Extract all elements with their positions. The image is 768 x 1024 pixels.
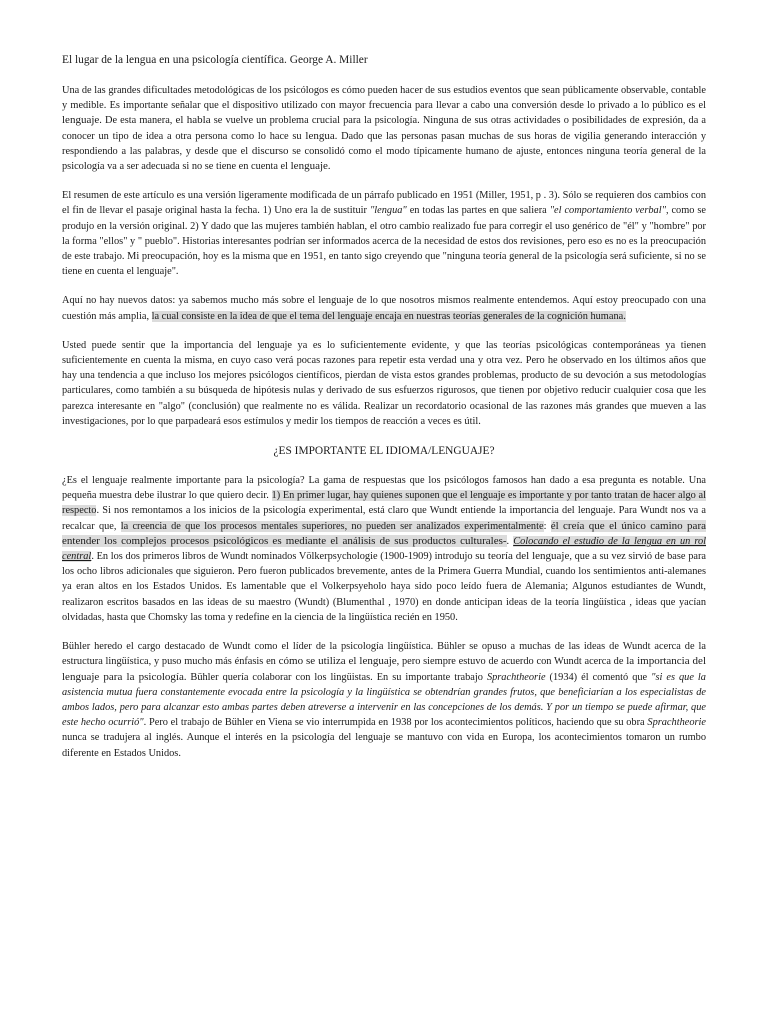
highlighted-text: él creía que el único camino para entender los complejos procesos psicológicos es mediante el análisis de sus productos culturales- <box>62 519 706 547</box>
italic-title: Sprachtheorie <box>647 717 706 729</box>
text: . <box>506 535 514 547</box>
key-term: su teoría del lenguaje <box>475 550 570 563</box>
text: , como se produjo en la versión original. 2) Y dado que las mujeres también hablan, el otro cambio realizado fue para corregir el uso genérico de "él" y "hombre" por la forma "ellos" y " pueblo". Historias interesantes podrían ser informados acerca de la necesidad de estos dos revisiones, pero eso es no es la preocupación de este trabajo. Mi preocupación, hoy es la misma que en 1951, en tanto sigo creyendo que "ninguna teoría general de la psicología será suficiente, si no se tiene en cuenta el lenguaje". <box>62 205 706 278</box>
text: en todas las partes en que saliera <box>406 205 550 217</box>
highlighted-italic-text: Colocando el estudio de la lengua en un rol central <box>62 535 707 563</box>
text: . Pero el trabajo de Bühler en Viena se vio interrumpida en 1938 por los acontecimientos políticos, haciendo que su obra <box>143 717 648 729</box>
key-term: lenguaje <box>62 114 100 127</box>
text: . En los dos primeros libros de Wundt nominados Völkerpsychologie (1900-1909) introdujo <box>91 551 476 563</box>
key-term: cómo se utiliza el lenguaje <box>278 655 397 668</box>
key-term: el habla <box>175 114 211 127</box>
text: nunca se tradujera al inglés. Aunque el interés en la psicología del lenguaje se mantuvo con vida en Europa, los acontecimientos tomaron un rumbo diferente en Estados Unidos. <box>62 732 706 759</box>
italic-quote: "lengua" <box>369 205 407 217</box>
text: , pero siempre estuvo de acuerdo con Wundt acerca de <box>396 656 627 668</box>
key-term: discurso <box>251 144 289 157</box>
text: Bühler heredo el cargo destacado de Wundt como el líder de la psicología lingüística. Bühler se opuso a muchas de las ideas de Wundt acerca de la estructura lingüística, y puso mucho más énfasis en <box>62 641 706 668</box>
italic-title: Sprachtheorie <box>486 671 546 683</box>
highlighted-text: la cual consiste en la idea de que el tema del lenguaje encaja en nuestras teorías generales de la cognición humana. <box>151 310 626 322</box>
text: Una de las grandes dificultades metodológicas de los psicólogos es cómo pueden hacer de sus estudios eventos que sean públicamente observable, contable y medible. Es importante señalar que el dispositivo utilizado con mayor frecuencia para llevar a cabo una conversión desde lo privado a lo público es el <box>62 85 706 112</box>
text: . Bühler quería colaborar con los lingüistas. En su importante trabajo <box>183 671 487 683</box>
paragraph-intro <box>62 83 706 174</box>
text: El resumen de este artículo es una versión ligeramente modificada de un párrafo publicado en 1951 (Miller, 1951, p . 3). Sólo se requieren dos cambios con el fin de llevar el pasaje original hasta la fecha. 1) Uno era la de sustituir <box>62 190 706 217</box>
italic-quote: "el comportamiento verbal" <box>549 205 666 217</box>
highlighted-text: la creencia de que los procesos mentales superiores, no pueden ser analizados experimentalmente <box>120 520 544 532</box>
text: . De esta manera, <box>99 115 176 127</box>
key-term: la importancia del lenguaje para la psicología <box>62 655 706 683</box>
text: . Dado que las personas pasan muchas de sus horas de vigilia generando interacción y respondiendo a las palabras, y desde que el <box>62 130 706 157</box>
text: . <box>327 161 331 173</box>
paragraph-wundt <box>62 473 706 625</box>
text: (1934) él comentó que <box>545 671 652 683</box>
text: se vuelve un problema crucial para la psicología. Ninguna de sus otras actividades o posibilidades de expresión, da a conocer un tipo de idea a otra persona como lo hace su <box>62 115 707 142</box>
text: ¿Es el lenguaje realmente importante para la psicología? La gama de respuestas que los psicólogos famosos han dado a esa pregunta es notable. Una pequeña muestra debe ilustrar lo que quiero decir. <box>62 475 706 502</box>
paragraph-buhler <box>62 639 706 761</box>
italic-quote: "si es que la asistencia mutua fuera constantemente evocada entre la psicología y la lingüística se obtendrían grandes frutos, que beneficiarían a los especialistas de ambos lados, pero para alcanzar esto ambas partes deben atreverse a intervenir en las concepciones de los demás. Y por un tiempo se puede afirmar, que este hecho ocurrió" <box>62 671 706 729</box>
text: Aquí no hay nuevos datos: ya sabemos mucho más sobre el lenguaje de lo que nosotros mismos realmente entendemos. Aquí estoy preocupado con una cuestión más amplia, <box>62 295 706 322</box>
section-heading: ¿ES IMPORTANTE EL IDIOMA/LENGUAJE? <box>273 445 495 458</box>
text: Usted puede sentir que la importancia del lenguaje ya es lo suficientemente evidente, y que las teorías psicológicas contemporáneas ya tienen suficientemente en cuenta la misma, en cuyo caso verá pocas razones para repetir esta verdad una y otra vez. Pero he observado en los últimos años que hay una tendencia a que incluso los mejores psicólogos científicos, pierdan de vista estos grandes problemas, producto de su devoción a sus metodologías particulares, como también a su búsqueda de hipótesis nulas y derivado de sus esfuerzos rigurosos, que tienen por objetivo reducir cualquier cosa que les parezca interesante en "algo" (conclusión) que realmente no es válida. Realizar un recordatorio ocasional de las razones más grandes que mueven a las investigaciones, por lo que parpadeará esos estímulos y medir los tiempos de reacción a veces es útil. <box>62 339 706 427</box>
paragraph-summary <box>62 188 706 279</box>
text: se consolidó como el modo típicamente humano de ajuste, entonces ninguna teoría general de la psicología va a ser adecuada si no se tiene en cuenta el <box>62 145 707 173</box>
text: : <box>543 520 551 532</box>
text: , que a su vez sirvió de base para los ocho libros adicionales que siguieron. Pero fueron publicados brevemente, antes de la Primera Guerra Mundial, cuando los sentimientos anti-alemanes ya eran altos en los Estados Unidos. Es lamentable que el Volkerpsyeholo haya sido poco leído fuera de Alemania; Algunos estudiantes de Wundt, realizaron escritos basados en las ideas de su maestro (Wundt) (Blumenthal , 1970) en donde anticipan ideas de la teoría lingüística , ideas que yacían olvidadas, hasta que Chomsky las toma y redefine en la ciencia de la lingüística recién en 1950. <box>62 551 706 623</box>
key-term: lengua <box>305 129 335 142</box>
highlighted-text: 1) En primer lugar, hay quienes suponen que el lenguaje es importante y por tanto tratan de hacer algo al respecto <box>62 490 706 517</box>
paragraph-new-data <box>62 293 706 323</box>
document-title: El lugar de la lengua en una psicología científica. George A. Miller <box>62 54 368 66</box>
key-term: lenguaje <box>290 160 328 173</box>
text: . Si nos remontamos a los inicios de la psicología experimental, está claro que Wundt entiende la importancia del lenguaje. Para Wundt nos va a recalcar que, <box>62 505 706 532</box>
paragraph-importance <box>62 338 706 429</box>
